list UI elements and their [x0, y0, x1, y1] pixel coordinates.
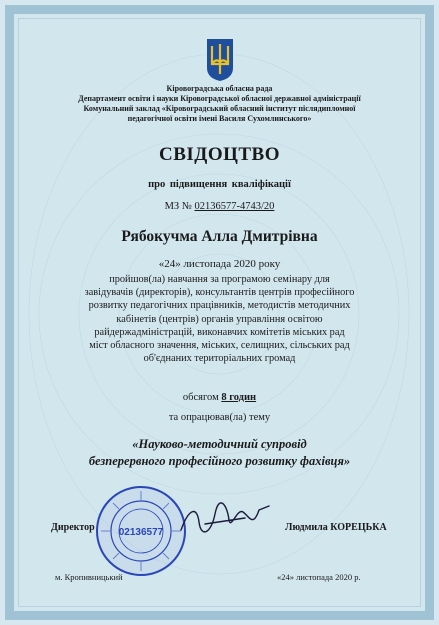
- institution-header: [0, 84, 439, 124]
- volume-prefix: обсягом: [182, 392, 219, 403]
- header-line-1: Кіровоградська обласна рада: [166, 84, 273, 93]
- body-line: об'єднаних територіальних громад: [143, 353, 296, 365]
- topic: [0, 436, 439, 470]
- director-name: Людмила КОРЕЦЬКА: [285, 522, 387, 533]
- volume-line: [0, 392, 439, 403]
- tryzub-icon: [206, 38, 234, 82]
- body-line: міст обласного значення, міських, селищних, сільських рад: [89, 340, 350, 352]
- stamp-code: 02136577: [118, 527, 164, 538]
- registration-number: [0, 201, 439, 212]
- header-line-2: Департамент освіти і науки Кіровоградської обласної державної адміністрації: [78, 94, 361, 103]
- volume-hours: 8 годин: [221, 392, 257, 403]
- director-signature: [175, 500, 275, 538]
- body-line: завідувачів (директорів), консультантів центрів професійного: [84, 287, 355, 299]
- official-stamp: [95, 485, 187, 577]
- header-line-4: педагогічної освіти імені Василя Сухомлинського»: [127, 114, 312, 123]
- body-line: розвитку педагогічних працівників, методистів методичних: [88, 300, 351, 312]
- program-description: [0, 273, 439, 365]
- header-line-3: Комунальний заклад «Кіровоградський обласний інститут післядипломної: [83, 104, 356, 113]
- recipient-name: Рябокучма Алла Дмитрівна: [121, 228, 318, 245]
- mastered-line: та опрацював(ла) тему: [168, 412, 271, 423]
- issue-date: «24» листопада 2020 р.: [277, 572, 361, 582]
- completion-date: «24» листопада 2020 року: [158, 258, 281, 270]
- issue-city: м. Кропивницький: [55, 572, 123, 582]
- registration-prefix: МЗ №: [164, 201, 192, 212]
- body-line: пройшов(ла) навчання за програмою семінару для: [109, 274, 330, 285]
- topic-line-1: «Науково-методичний супровід: [132, 437, 307, 451]
- certificate-title: СВІДОЦТВО: [158, 144, 281, 165]
- certificate-subtitle: про підвищення кваліфікації: [148, 179, 291, 190]
- registration-code: 02136577-4743/20: [194, 201, 275, 212]
- director-label: Директор: [51, 522, 95, 533]
- body-line: кабінетів (центрів) органів управління освітою: [116, 313, 323, 325]
- topic-line-2: безперервного професійного розвитку фахівця»: [88, 454, 351, 468]
- body-line: райдержадміністрацій, виконавчих комітетів міських рад: [94, 326, 345, 338]
